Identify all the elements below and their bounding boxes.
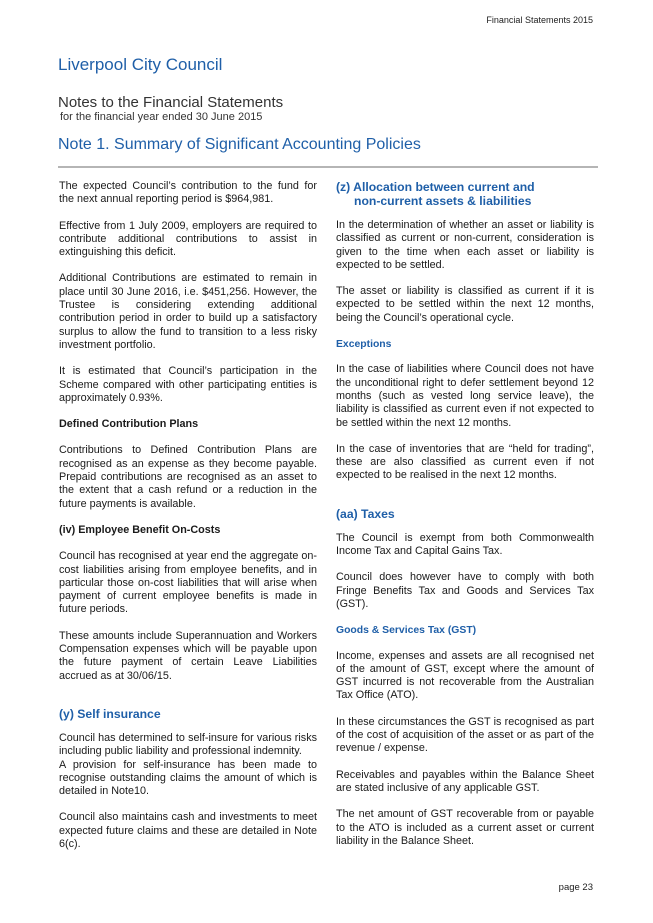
paragraph: Effective from 1 July 2009, employers are required to contribute additional contributions to assist in extinguishing this deficit. xyxy=(59,219,317,259)
document-header-label: Financial Statements 2015 xyxy=(486,15,593,25)
paragraph: Income, expenses and assets are all recognised net of the amount of GST, except where the amount of GST incurred is not recoverable from the Australian Tax Office (ATO). xyxy=(336,649,594,702)
header-divider xyxy=(58,166,598,168)
left-column xyxy=(59,180,317,864)
paragraph: In the determination of whether an asset or liability is classified as current or non-current, consideration is given to the time when each asset or liability is expected to be settled. xyxy=(336,219,594,271)
right-column xyxy=(336,180,594,861)
paragraph: In the case of inventories that are “held for trading”, these are also classified as current even if not expected to be realised in the next 12 months. xyxy=(336,442,594,482)
paragraph: In the case of liabilities where Council does not have the unconditional right to defer settlement beyond 12 months (such as vested long service leave), the liability is classified as current even if not expected to be settled within the next 12 months. xyxy=(336,363,594,429)
paragraph: Council has determined to self-insure for various risks including public liability and professional indemnity. xyxy=(59,731,317,758)
paragraph: It is estimated that Council’s participation in the Scheme compared with other participating entities is approximately 0.93%. xyxy=(59,365,317,404)
paragraph: A provision for self-insurance has been made to recognise outstanding claims the amount of which is detailed in Note10. xyxy=(59,758,317,798)
self-insurance-heading: (y) Self insurance xyxy=(59,706,161,721)
taxes-heading: (aa) Taxes xyxy=(336,506,395,521)
paragraph: Contributions to Defined Contribution Plans are recognised as an expense as they become payable. Prepaid contributions are recognised as an asset to the extent that a cash refund or a reduction in the future payments is available. xyxy=(59,444,317,510)
gst-heading: Goods & Services Tax (GST) xyxy=(336,625,477,637)
allocation-heading xyxy=(336,180,594,208)
paragraph: In these circumstances the GST is recognised as part of the cost of acquisition of the asset or as part of the revenue / expense. xyxy=(336,715,594,755)
oncosts-heading: (iv) Employee Benefit On-Costs xyxy=(59,523,221,536)
allocation-heading-line2: non-current assets & liabilities xyxy=(354,194,532,208)
paragraph: Receivables and payables within the Balance Sheet are stated inclusive of any applicable GST. xyxy=(336,768,594,794)
paragraph: Council has recognised at year end the aggregate on-cost liabilities arising from employee benefits, and in particular those on-cost liabilities that will arise when payment of current employee benefits is made in future periods. xyxy=(59,550,317,616)
paragraph: Additional Contributions are estimated to remain in place until 30 June 2016, i.e. $451,256. However, the Trustee is considering extending additional contribution period in order to build up a satisfactory surplus to allow the fund to transition to a less risky investment portfolio. xyxy=(59,272,317,351)
notes-title: Notes to the Financial Statements xyxy=(58,94,284,111)
notes-subtitle: for the financial year ended 30 June 2015 xyxy=(60,111,263,123)
exceptions-heading: Exceptions xyxy=(336,339,392,351)
paragraph: The expected Council’s contribution to the fund for the next annual reporting period is $964,981. xyxy=(59,180,317,206)
paragraph: These amounts include Superannuation and Workers Compensation expenses which will be payable upon the future payment of certain Leave Liabilities accrued as at 30/06/15. xyxy=(59,629,317,682)
paragraph: Council does however have to comply with both Fringe Benefits Tax and Goods and Services Tax (GST). xyxy=(336,571,594,610)
paragraph: Council also maintains cash and investments to meet expected future claims and these are detailed in Note 6(c). xyxy=(59,811,317,850)
note-heading: Note 1. Summary of Significant Accounting Policies xyxy=(58,136,421,153)
council-name: Liverpool City Council xyxy=(58,55,223,74)
page-number: page 23 xyxy=(558,882,593,893)
paragraph: The net amount of GST recoverable from or payable to the ATO is included as a current asset or current liability in the Balance Sheet. xyxy=(336,808,594,847)
paragraph: The Council is exempt from both Commonwealth Income Tax and Capital Gains Tax. xyxy=(336,531,594,558)
allocation-heading-line1: (z) Allocation between current and xyxy=(336,180,535,194)
defined-contribution-heading: Defined Contribution Plans xyxy=(59,418,199,431)
paragraph: The asset or liability is classified as current if it is expected to be settled within the next 12 months, being the Council’s operational cycle. xyxy=(336,285,594,324)
